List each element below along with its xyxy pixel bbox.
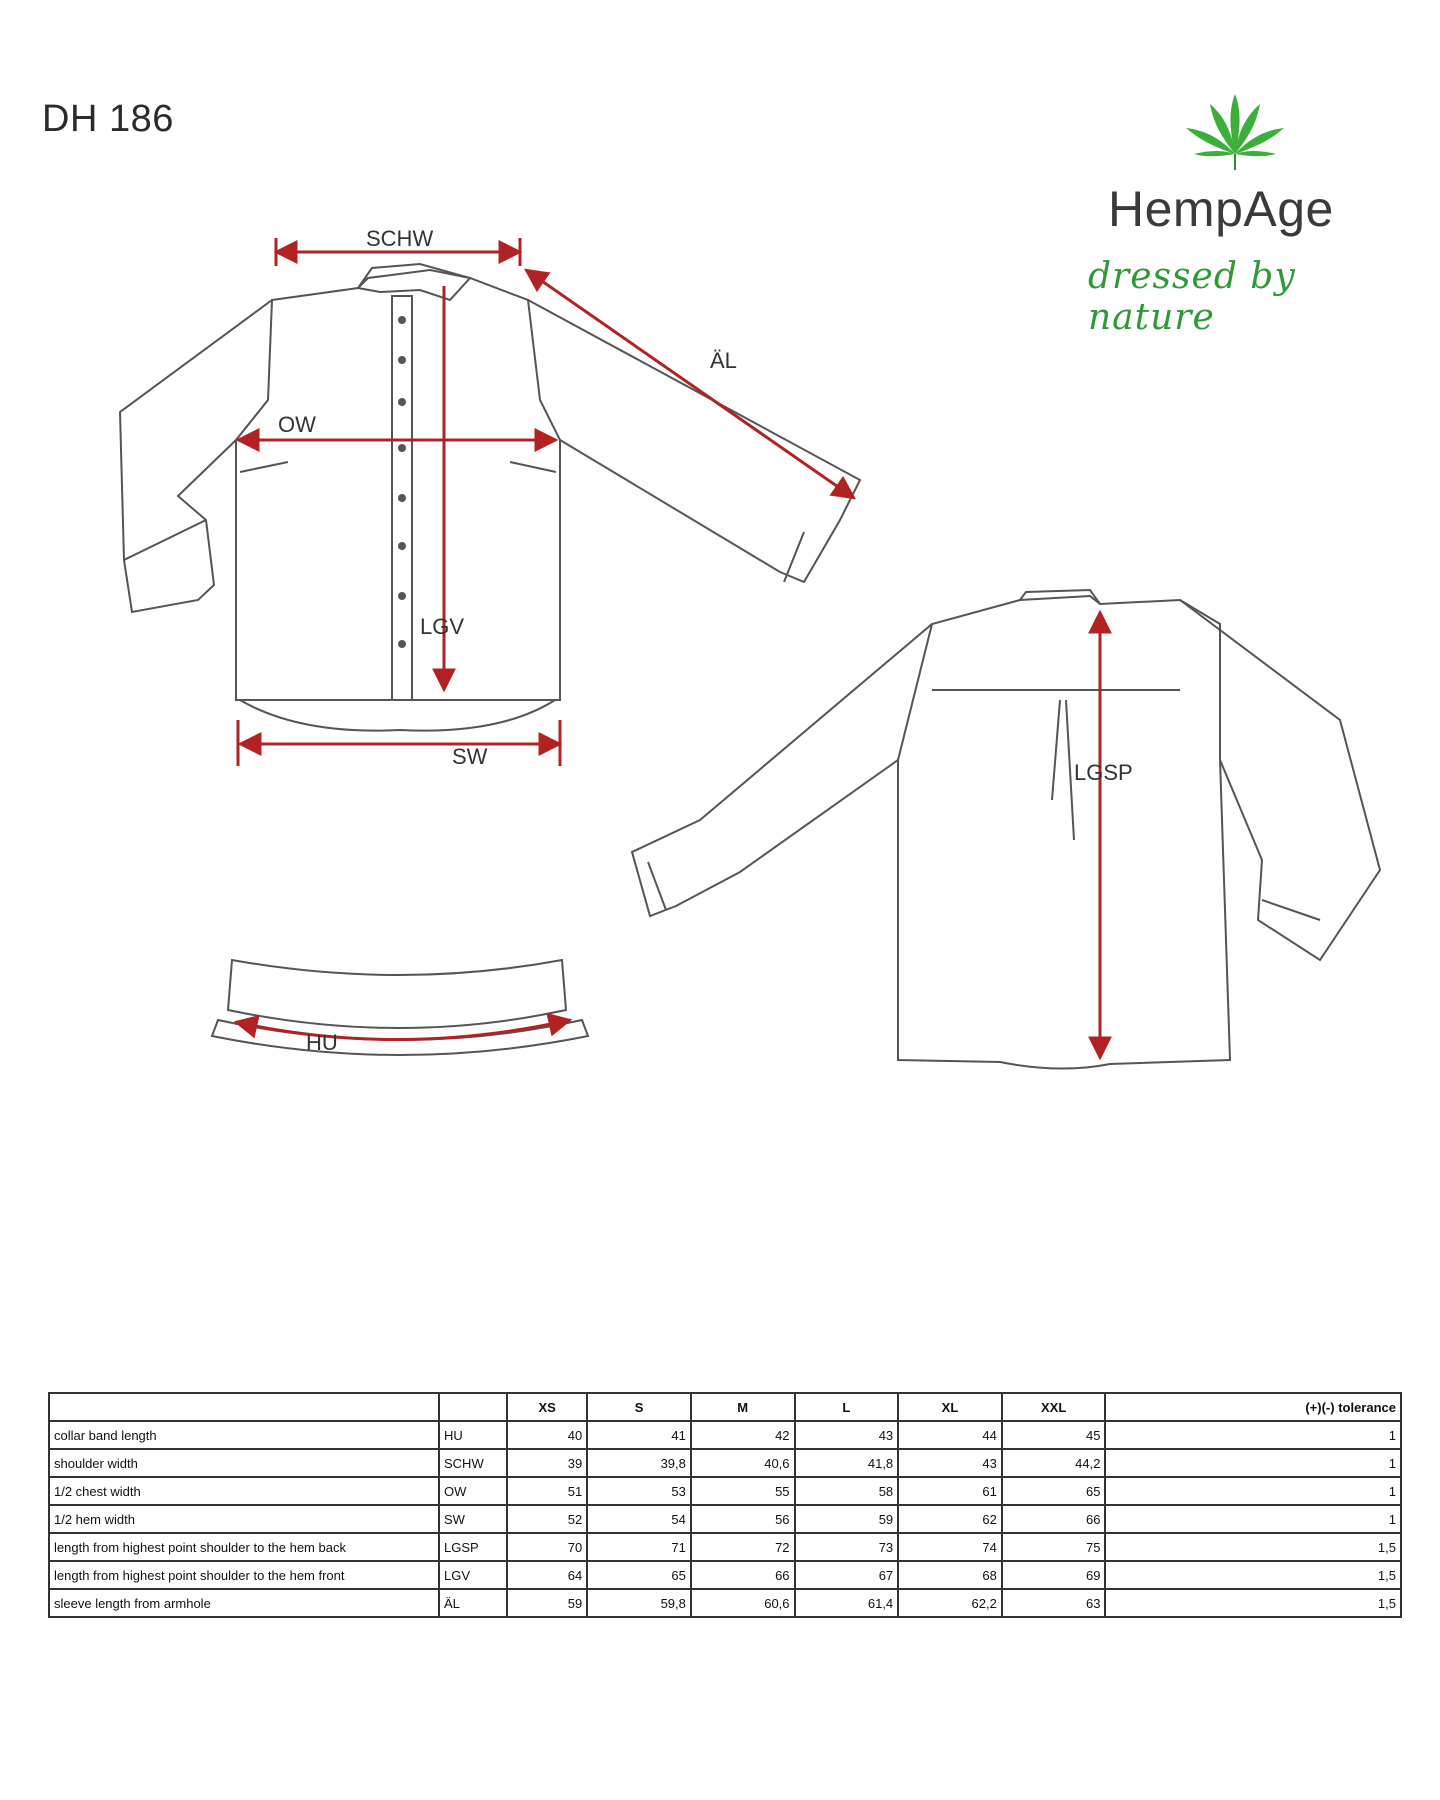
tolerance-cell: 1	[1105, 1449, 1401, 1477]
size-value-cell: 66	[1002, 1505, 1106, 1533]
header-xl: XL	[898, 1393, 1002, 1421]
size-value-cell: 43	[795, 1421, 899, 1449]
size-value-cell: 44	[898, 1421, 1002, 1449]
size-value-cell: 73	[795, 1533, 899, 1561]
size-value-cell: 41	[587, 1421, 691, 1449]
size-value-cell: 61	[898, 1477, 1002, 1505]
header-s: S	[587, 1393, 691, 1421]
tolerance-cell: 1,5	[1105, 1533, 1401, 1561]
row-description: length from highest point shoulder to the hem back	[49, 1533, 439, 1561]
size-value-cell: 61,4	[795, 1589, 899, 1617]
size-value-cell: 59	[795, 1505, 899, 1533]
size-value-cell: 45	[1002, 1421, 1106, 1449]
size-value-cell: 60,6	[691, 1589, 795, 1617]
size-table-header-row	[49, 1393, 1401, 1421]
label-ow: OW	[278, 412, 316, 437]
tolerance-cell: 1,5	[1105, 1561, 1401, 1589]
size-value-cell: 56	[691, 1505, 795, 1533]
brand-name: HempAge	[1108, 181, 1334, 237]
table-row	[49, 1477, 1401, 1505]
label-hu: HU	[306, 1030, 338, 1055]
table-row	[49, 1589, 1401, 1617]
measurement-labels	[278, 226, 1133, 1055]
table-row	[49, 1561, 1401, 1589]
size-value-cell: 59	[507, 1589, 587, 1617]
header-tolerance: (+)(-) tolerance	[1105, 1393, 1401, 1421]
row-description: sleeve length from armhole	[49, 1589, 439, 1617]
size-value-cell: 51	[507, 1477, 587, 1505]
header-xxl: XXL	[1002, 1393, 1106, 1421]
table-row	[49, 1421, 1401, 1449]
row-description: shoulder width	[49, 1449, 439, 1477]
tolerance-cell: 1,5	[1105, 1589, 1401, 1617]
size-value-cell: 39	[507, 1449, 587, 1477]
size-value-cell: 68	[898, 1561, 1002, 1589]
size-value-cell: 65	[587, 1561, 691, 1589]
back-shirt-outline	[632, 590, 1380, 1069]
size-value-cell: 52	[507, 1505, 587, 1533]
size-value-cell: 43	[898, 1449, 1002, 1477]
size-value-cell: 59,8	[587, 1589, 691, 1617]
size-value-cell: 39,8	[587, 1449, 691, 1477]
size-value-cell: 62	[898, 1505, 1002, 1533]
size-value-cell: 42	[691, 1421, 795, 1449]
header-desc	[49, 1393, 439, 1421]
measurement-lines	[236, 238, 1100, 1058]
label-sw: SW	[452, 744, 488, 769]
size-value-cell: 64	[507, 1561, 587, 1589]
row-abbreviation: SCHW	[439, 1449, 507, 1477]
size-value-cell: 67	[795, 1561, 899, 1589]
row-abbreviation: LGSP	[439, 1533, 507, 1561]
size-value-cell: 71	[587, 1533, 691, 1561]
size-value-cell: 69	[1002, 1561, 1106, 1589]
row-abbreviation: SW	[439, 1505, 507, 1533]
size-value-cell: 70	[507, 1533, 587, 1561]
row-description: length from highest point shoulder to the hem front	[49, 1561, 439, 1589]
size-value-cell: 74	[898, 1533, 1002, 1561]
brand-tagline: dressed by nature	[1088, 256, 1296, 338]
size-value-cell: 58	[795, 1477, 899, 1505]
size-value-cell: 53	[587, 1477, 691, 1505]
row-description: collar band length	[49, 1421, 439, 1449]
size-value-cell: 63	[1002, 1589, 1106, 1617]
size-value-cell: 40,6	[691, 1449, 795, 1477]
size-value-cell: 75	[1002, 1533, 1106, 1561]
size-chart-table	[48, 1392, 1402, 1618]
row-abbreviation: ÄL	[439, 1589, 507, 1617]
row-abbreviation: HU	[439, 1421, 507, 1449]
size-value-cell: 54	[587, 1505, 691, 1533]
header-l: L	[795, 1393, 899, 1421]
label-schw: SCHW	[366, 226, 434, 251]
size-value-cell: 41,8	[795, 1449, 899, 1477]
front-buttons	[398, 316, 406, 648]
row-abbreviation: OW	[439, 1477, 507, 1505]
header-m: M	[691, 1393, 795, 1421]
table-row	[49, 1449, 1401, 1477]
size-value-cell: 55	[691, 1477, 795, 1505]
tolerance-cell: 1	[1105, 1477, 1401, 1505]
tolerance-cell: 1	[1105, 1505, 1401, 1533]
header-abbr	[439, 1393, 507, 1421]
size-value-cell: 44,2	[1002, 1449, 1106, 1477]
size-value-cell: 62,2	[898, 1589, 1002, 1617]
size-value-cell: 40	[507, 1421, 587, 1449]
header-xs: XS	[507, 1393, 587, 1421]
row-abbreviation: LGV	[439, 1561, 507, 1589]
tolerance-cell: 1	[1105, 1421, 1401, 1449]
row-description: 1/2 chest width	[49, 1477, 439, 1505]
label-lgv: LGV	[420, 614, 465, 639]
size-value-cell: 65	[1002, 1477, 1106, 1505]
front-shirt-outline	[120, 264, 860, 731]
model-code: DH 186	[42, 98, 174, 140]
label-lgsp: LGSP	[1074, 760, 1133, 785]
label-al: ÄL	[710, 348, 737, 373]
table-row	[49, 1505, 1401, 1533]
size-value-cell: 66	[691, 1561, 795, 1589]
size-value-cell: 72	[691, 1533, 795, 1561]
table-row	[49, 1533, 1401, 1561]
row-description: 1/2 hem width	[49, 1505, 439, 1533]
